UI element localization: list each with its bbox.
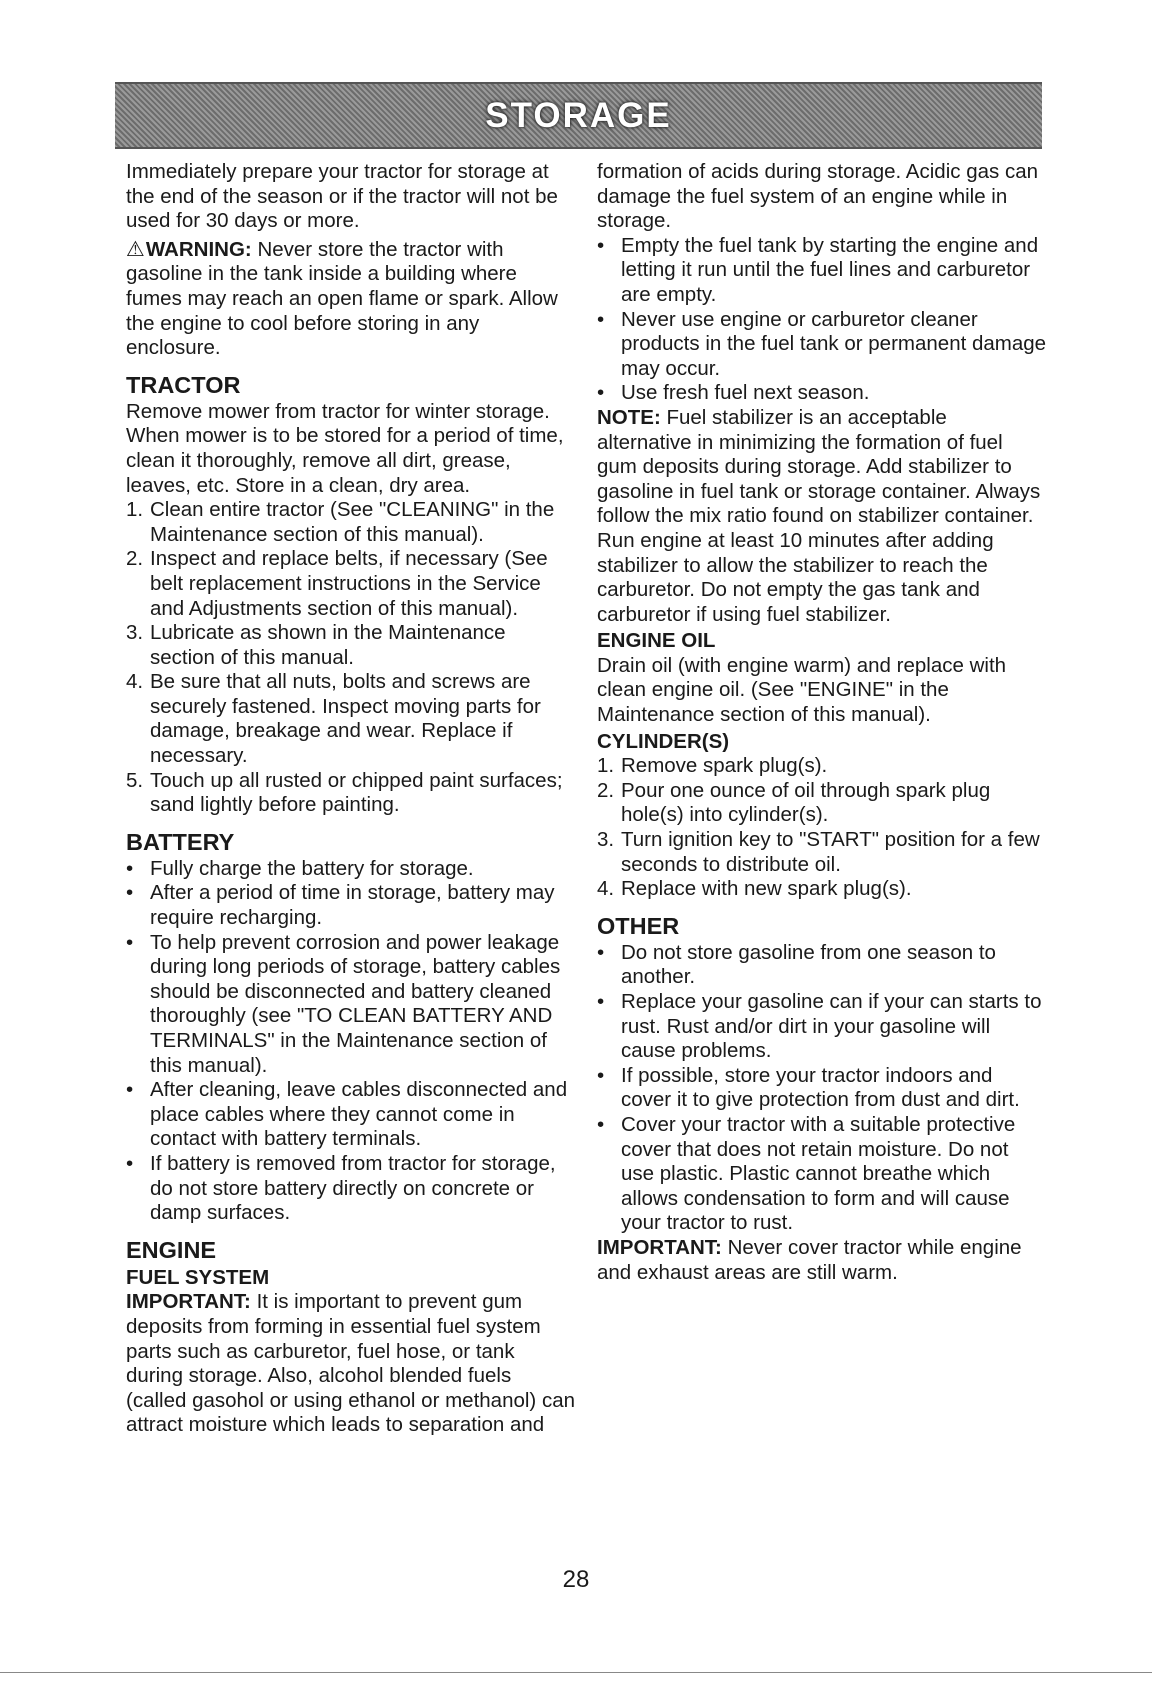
list-marker: 1. bbox=[597, 754, 615, 778]
list-item: 4. Be sure that all nuts, bolts and screws are securely fastened. Inspect moving parts for damage, breakage and wear. Replace if necessary. bbox=[126, 670, 541, 768]
page-number: 28 bbox=[562, 1566, 590, 1593]
other-heading: OTHER bbox=[597, 912, 680, 939]
list-item bbox=[597, 381, 1047, 406]
list-item bbox=[597, 1064, 1047, 1113]
important-label: IMPORTANT: bbox=[126, 1290, 251, 1314]
list-item bbox=[597, 754, 1047, 779]
list-item bbox=[597, 828, 1047, 877]
list-item-text: Remove spark plug(s). bbox=[621, 754, 828, 778]
tractor-paragraph: Remove mower from tractor for winter storage. When mower is to be stored for a period of time, clean it thoroughly, remove all dirt, grease, leaves, etc. Store in a clean, dry area. bbox=[126, 399, 564, 497]
warning-text: Never store the tractor with gasoline in the tank inside a building where fumes may reach an open flame or spark. Allow the engine to cool before storing in any enclosure. bbox=[126, 237, 558, 360]
list-marker: • bbox=[597, 233, 605, 257]
list-item bbox=[597, 877, 1047, 902]
list-item: 5. Touch up all rusted or chipped paint surfaces; sand lightly before painting. bbox=[126, 768, 563, 817]
list-item-text: If possible, store your tractor indoors and cover it to give protection from dust and dirt. bbox=[621, 1063, 1020, 1112]
warning-paragraph bbox=[126, 238, 576, 361]
other-important-paragraph bbox=[597, 1236, 1047, 1285]
list-item-text: Turn ignition key to "START" position for a few seconds to distribute oil. bbox=[621, 828, 1040, 876]
fuel-important-paragraph-continued: formation of acids during storage. Acidic gas can damage the fuel system of an engine while in storage. bbox=[597, 160, 1038, 233]
list-marker: • bbox=[597, 990, 605, 1013]
section-banner bbox=[115, 82, 1042, 149]
list-item-text: Cover your tractor with a suitable protective cover that does not retain moisture. Do not use plastic. Plastic cannot breathe which allows condensation to form and will cause your tractor to rust. bbox=[621, 1112, 1016, 1235]
important-label: IMPORTANT: bbox=[597, 1235, 728, 1259]
fuel-important-paragraph-start bbox=[126, 1290, 576, 1438]
intro-paragraph: Immediately prepare your tractor for storage at the end of the season or if the tractor will not be used for 30 days or more. bbox=[126, 160, 558, 233]
list-item-text: Never use engine or carburetor cleaner products in the fuel tank or permanent damage may occur. bbox=[621, 307, 1047, 380]
list-item bbox=[597, 941, 1047, 990]
note-text: Fuel stabilizer is an acceptable alternative in minimizing the formation of fuel gum deposits during storage. Add stabilizer to gasoline in fuel tank or storage container. Always follow the mix ratio found on stabilizer container. Run engine at least 10 minutes after adding stabilizer to allow the stabilizer to reach the carburetor. Do not empty the gas tank and carburetor if using fuel stabilizer. bbox=[597, 405, 1041, 626]
other-list bbox=[597, 941, 1047, 1236]
list-item bbox=[597, 779, 1047, 828]
list-item: 2. Inspect and replace belts, if necessary (See belt replacement instructions in the Service and Adjustments section of this manual). bbox=[126, 547, 548, 620]
list-item-text: Replace your gasoline can if your can starts to rust. Rust and/or dirt in your gasoline will cause problems. bbox=[621, 990, 1042, 1063]
list-item: • Fully charge the battery for storage. bbox=[126, 856, 474, 880]
cylinders-heading: CYLINDER(S) bbox=[597, 729, 730, 753]
engine-oil-paragraph: Drain oil (with engine warm) and replace with clean engine oil. (See "ENGINE" in the Maintenance section of this manual). bbox=[597, 653, 1007, 727]
bottom-rule bbox=[0, 1672, 1152, 1673]
important-text: It is important to prevent gum deposits from forming in essential fuel system parts such as carburetor, fuel hose, or tank during storage. Also, alcohol blended fuels (called gasohol or using ethanol or methanol) can attract moisture which leads to separation and bbox=[126, 1290, 575, 1437]
right-column bbox=[597, 160, 1047, 1285]
list-marker: • bbox=[597, 307, 605, 331]
warning-label: WARNING: bbox=[145, 237, 252, 261]
cylinder-steps bbox=[597, 754, 1047, 902]
list-item bbox=[597, 308, 1047, 382]
note-label: NOTE: bbox=[597, 405, 667, 429]
list-item-text: Replace with new spark plug(s). bbox=[621, 877, 912, 901]
list-item: 3. Lubricate as shown in the Maintenance section of this manual. bbox=[126, 621, 506, 669]
engine-oil-heading: ENGINE OIL bbox=[597, 629, 716, 653]
list-item bbox=[597, 234, 1047, 308]
list-marker: • bbox=[597, 1112, 605, 1136]
list-marker: • bbox=[597, 381, 605, 405]
list-item: • After cleaning, leave cables disconnected and place cables where they cannot come in contact with battery terminals. bbox=[126, 1078, 568, 1151]
engine-heading: ENGINE bbox=[126, 1236, 217, 1263]
fuel-list bbox=[597, 234, 1047, 406]
tractor-steps bbox=[126, 498, 576, 818]
warning-triangle-icon: ⚠ bbox=[126, 237, 145, 261]
list-item bbox=[597, 990, 1047, 1064]
list-marker: • bbox=[597, 1063, 605, 1087]
battery-heading: BATTERY bbox=[126, 828, 235, 855]
list-item-text: Empty the fuel tank by starting the engine and letting it run until the fuel lines and carburetor are empty. bbox=[621, 233, 1039, 306]
list-marker: 2. bbox=[597, 778, 615, 802]
list-item: 1. Clean entire tractor (See "CLEANING" in the Maintenance section of this manual). bbox=[126, 498, 555, 546]
fuel-system-heading: FUEL SYSTEM bbox=[126, 1265, 270, 1289]
important-text: Never cover tractor while engine and exhaust areas are still warm. bbox=[597, 1235, 1022, 1284]
page-title: STORAGE bbox=[485, 95, 672, 135]
list-marker: 4. bbox=[597, 877, 615, 901]
list-item-text: Use fresh fuel next season. bbox=[621, 381, 870, 405]
list-marker: 3. bbox=[597, 828, 615, 852]
note-paragraph bbox=[597, 406, 1047, 627]
list-item: • To help prevent corrosion and power leakage during long periods of storage, battery cables should be disconnected and battery cleaned thoroughly (see "TO CLEAN BATTERY AND TERMINALS" in the Maintenance section of this manual). bbox=[126, 930, 561, 1077]
list-item: • If battery is removed from tractor for storage, do not store battery directly on concrete or damp surfaces. bbox=[126, 1151, 556, 1225]
list-item-text: Do not store gasoline from one season to another. bbox=[621, 940, 996, 989]
battery-list bbox=[126, 857, 576, 1226]
list-item-text: Pour one ounce of oil through spark plug hole(s) into cylinder(s). bbox=[621, 778, 991, 827]
list-item bbox=[597, 1113, 1047, 1236]
left-column bbox=[126, 160, 576, 1438]
list-marker: • bbox=[597, 940, 605, 964]
list-item: • After a period of time in storage, battery may require recharging. bbox=[126, 881, 555, 930]
tractor-heading: TRACTOR bbox=[126, 371, 241, 398]
